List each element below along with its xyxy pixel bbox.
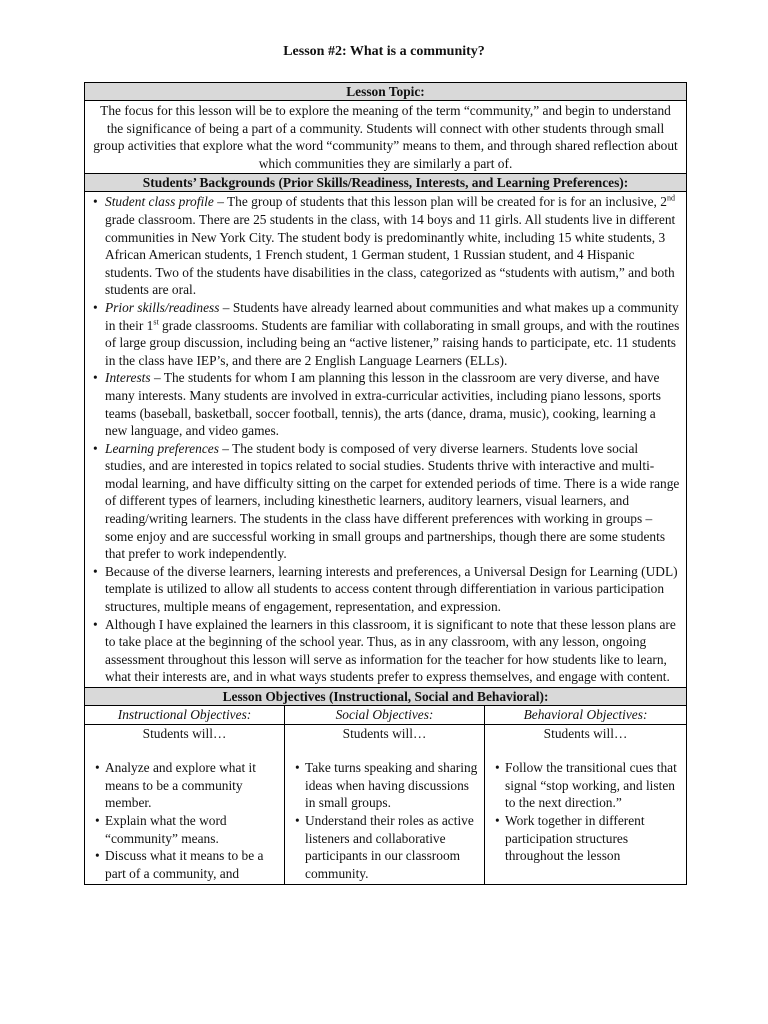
- list-item: [295, 812, 480, 882]
- backgrounds-header-row: [85, 174, 687, 192]
- prior-text-b: grade classrooms. Students are familiar with collaborating in small groups, and with the routines of large group discussion, including being an “active listener,” raising hands to participate, etc. 11 students in the class have IEP’s, and there are 2 English Language Learners (ELLs).: [105, 317, 680, 368]
- social-objectives-cell: [285, 724, 485, 885]
- lesson-topic-body-row: [85, 101, 687, 174]
- backgrounds-body-row: [85, 192, 687, 688]
- behavioral-objectives-cell: [485, 724, 687, 885]
- list-item: [95, 847, 280, 882]
- list-item: [93, 369, 680, 439]
- objectives-body-row: [85, 724, 687, 885]
- objectives-titles-row: [85, 706, 687, 725]
- bullet-icon: •: [93, 370, 98, 386]
- list-item: [93, 299, 680, 369]
- list-item: [93, 563, 680, 616]
- objective-text: Understand their roles as active listeners and collaborative participants in our classroom community.: [305, 812, 474, 881]
- students-will-lead: Students will…: [142, 725, 227, 741]
- bullet-icon: •: [95, 812, 100, 828]
- objective-text: Discuss what it means to be a part of a community, and: [105, 848, 264, 881]
- profile-label: Student class profile: [105, 194, 214, 210]
- lesson-plan-table: [84, 82, 687, 885]
- bullet-icon: •: [495, 760, 500, 776]
- behavioral-objectives-title: Behavioral Objectives:: [485, 706, 687, 725]
- bullet-icon: •: [93, 563, 98, 579]
- instructional-objectives-title: Instructional Objectives:: [85, 706, 285, 725]
- backgrounds-content: [85, 192, 687, 688]
- profile-text-b: grade classroom. There are 25 students in the class, with 14 boys and 11 girls. All students live in different communities in New York City. The student body is predominantly white, including 15 white students, 3 African American students, 1 French student, 1 German student, 1 Russian student, and 4 Hispanic students. Two of the students have disabilities in the class, categorized as “students with autism,” and both students are oral.: [105, 211, 676, 298]
- list-item: [93, 616, 680, 686]
- prior-text-a: – Students have already learned about communities and what makes up a community in their 1: [105, 299, 679, 333]
- students-will-lead: Students will…: [543, 725, 628, 741]
- list-item: [495, 812, 682, 865]
- bullet-icon: •: [295, 812, 300, 828]
- social-objectives-title: Social Objectives:: [285, 706, 485, 725]
- lesson-topic-heading: Lesson Topic:: [85, 83, 687, 101]
- ordinal-suffix: nd: [666, 193, 675, 203]
- preferences-text: – The student body is composed of very diverse learners. Students love social studies, and are interested in topics related to social studies. Students thrive with interactive and multi-modal learning, and have difficulty sitting on the carpet for extended periods of time. There is a wide range of different types of learners, including kinesthetic learners, auditory learners, visual learners, and reading/writing learners. The students in the class have different preferences with working in groups – some enjoy and are successful working in small groups and partnerships, though there are some students that prefer to work independently.: [105, 440, 680, 562]
- bullet-icon: •: [93, 194, 98, 210]
- instructional-objectives-cell: [85, 724, 285, 885]
- bullet-icon: •: [95, 848, 100, 864]
- objective-text: Analyze and explore what it means to be a community member.: [105, 760, 256, 811]
- closing-text: Although I have explained the learners in this classroom, it is significant to note that these lesson plans are to take place at the beginning of the school year. Thus, as in any classroom, with any lesson, ongoing assessment throughout this lesson will serve as information for the teacher for how students like to learn, what their interests are, and in what ways students prefer to express themselves, and engage with content.: [105, 616, 676, 685]
- profile-text-a: – The group of students that this lesson plan will be created for is for an inclusive, 2: [213, 194, 667, 210]
- objectives-header-row: [85, 688, 687, 706]
- preferences-label: Learning preferences: [105, 440, 219, 456]
- bullet-icon: •: [93, 299, 98, 315]
- list-item: [93, 193, 680, 299]
- social-objectives-list: [289, 759, 480, 882]
- objective-text: Follow the transitional cues that signal “stop working, and listen to the next direction.”: [505, 760, 677, 811]
- list-item: [495, 759, 682, 812]
- bullet-icon: •: [495, 812, 500, 828]
- list-item: [93, 440, 680, 563]
- students-will-lead: Students will…: [342, 725, 427, 741]
- objective-text: Take turns speaking and sharing ideas when having discussions in small groups.: [305, 760, 478, 811]
- bullet-icon: •: [295, 760, 300, 776]
- lesson-topic-header-row: [85, 83, 687, 101]
- interests-text: – The students for whom I am planning this lesson in the classroom are very diverse, and have many interests. Many students are involved in extra-curricular activities, including piano lessons, sports teams (baseball, basketball, soccer football, tennis), the arts (dance, drama, music), cooking, learning a new language, and video games.: [105, 370, 661, 439]
- backgrounds-heading: Students’ Backgrounds (Prior Skills/Readiness, Interests, and Learning Preferences):: [85, 174, 687, 192]
- behavioral-objectives-list: [489, 759, 682, 865]
- instructional-objectives-list: [89, 759, 280, 882]
- page-title: Lesson #2: What is a community?: [283, 44, 485, 59]
- bullet-icon: •: [95, 760, 100, 776]
- objectives-heading: Lesson Objectives (Instructional, Social and Behavioral):: [85, 688, 687, 706]
- bullet-icon: •: [93, 616, 98, 632]
- bullet-icon: •: [93, 440, 98, 456]
- list-item: [295, 759, 480, 812]
- list-item: [95, 812, 280, 847]
- backgrounds-list: [87, 193, 680, 686]
- objective-text: Explain what the word “community” means.: [105, 812, 227, 846]
- udl-text: Because of the diverse learners, learning interests and preferences, a Universal Design for Learning (UDL) template is utilized to allow all students to access content through differentiation in various participation structures, multiple means of engagement, representation, and expression.: [105, 563, 678, 615]
- objective-text: Work together in different participation structures throughout the lesson: [505, 812, 645, 864]
- interests-label: Interests: [105, 370, 151, 386]
- ordinal-suffix: st: [153, 317, 159, 327]
- lesson-topic-text: The focus for this lesson will be to explore the meaning of the term “community,” and begin to understand the significance of being a part of a community. Students will connect with other students through small group activities that explore what the word “community” means to them, and through shared reflection about which communities they are similarly a part of.: [85, 101, 687, 174]
- prior-label: Prior skills/readiness: [105, 299, 220, 315]
- list-item: [95, 759, 280, 812]
